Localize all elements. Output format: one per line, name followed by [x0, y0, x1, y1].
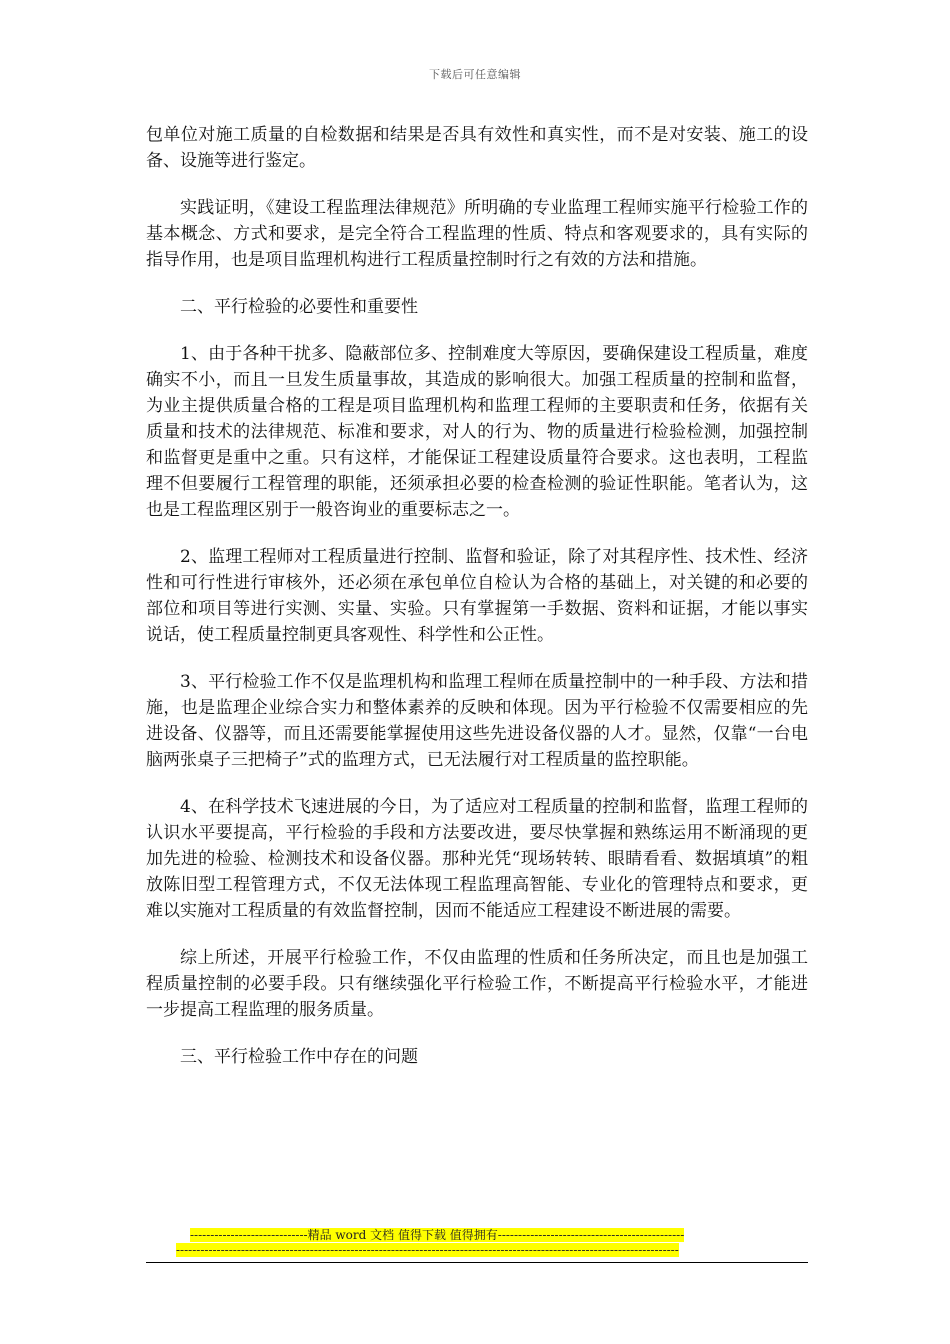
footer-banner — [176, 1228, 776, 1258]
paragraph: 3、平行检验工作不仅是监理机构和监理工程师在质量控制中的一种手段、方法和措施，也是监理企业综合实力和整体素养的反映和体现。因为平行检验不仅需要相应的先进设备、仪器等，而且还需要能掌握使用这些先进设备仪器的人才。显然，仅靠“一台电脑两张桌子三把椅子”式的监理方式，已无法履行对工程质量的监控职能。 — [146, 672, 808, 770]
paragraph: 4、在科学技术飞速进展的今日，为了适应对工程质量的控制和监督，监理工程师的认识水平要提高，平行检验的手段和方法要改进，要尽快掌握和熟练运用不断涌现的更加先进的检验、检测技术和设备仪器。那种光凭“现场转转、眼睛看看、数据填填”的粗放陈旧型工程管理方式，不仅无法体现工程监理高智能、专业化的管理特点和要求，更难以实施对工程质量的有效监督控制，因而不能适应工程建设不断进展的需要。 — [146, 797, 808, 921]
page-header: 下载后可任意编辑 — [429, 68, 521, 81]
footer-divider — [146, 1262, 808, 1263]
footer-banner-text: -----------------------------精品 word 文档 值得下载 值得拥有---------------------------------------------- — [190, 1228, 685, 1242]
footer-banner-dashes: ---------------------------------------------------------------------------------------------------------------------------- — [176, 1243, 679, 1257]
paragraph: 1、由于各种干扰多、隐蔽部位多、控制难度大等原因，要确保建设工程质量，难度确实不小，而且一旦发生质量事故，其造成的影响很大。加强工程质量的控制和监督，为业主提供质量合格的工程是项目监理机构和监理工程师的主要职责和任务，依据有关质量和技术的法律规范、标准和要求，对人的行为、物的质量进行检验检测，加强控制和监督更是重中之重。只有这样，才能保证工程建设质量符合要求。这也表明，工程监理不但要履行工程管理的职能，还须承担必要的检查检测的验证性职能。笔者认为，这也是工程监理区别于一般咨询业的重要标志之一。 — [146, 344, 808, 520]
footer-banner-line-1 — [176, 1228, 776, 1243]
paragraph: 实践证明，《建设工程监理法律规范》所明确的专业监理工程师实施平行检验工作的基本概念、方式和要求，是完全符合工程监理的性质、特点和客观要求的，具有实际的指导作用，也是项目监理机构进行工程质量控制时行之有效的方法和措施。 — [146, 198, 808, 270]
paragraph: 包单位对施工质量的自检数据和结果是否具有效性和真实性，而不是对安装、施工的设备、设施等进行鉴定。 — [146, 125, 808, 171]
document-body — [146, 122, 808, 1091]
paragraph: 2、监理工程师对工程质量进行控制、监督和验证，除了对其程序性、技术性、经济性和可行性进行审核外，还必须在承包单位自检认为合格的基础上，对关键的和必要的部位和项目等进行实测、实量、实验。只有掌握第一手数据、资料和证据，才能以事实说话，使工程质量控制更具客观性、科学性和公正性。 — [146, 547, 808, 645]
section-heading: 三、平行检验工作中存在的问题 — [180, 1047, 418, 1067]
footer-banner-line-2 — [176, 1243, 776, 1258]
paragraph: 综上所述，开展平行检验工作，不仅由监理的性质和任务所决定，而且也是加强工程质量控制的必要手段。只有继续强化平行检验工作，不断提高平行检验水平，才能进一步提高工程监理的服务质量。 — [146, 948, 808, 1020]
section-heading: 二、平行检验的必要性和重要性 — [180, 297, 418, 317]
